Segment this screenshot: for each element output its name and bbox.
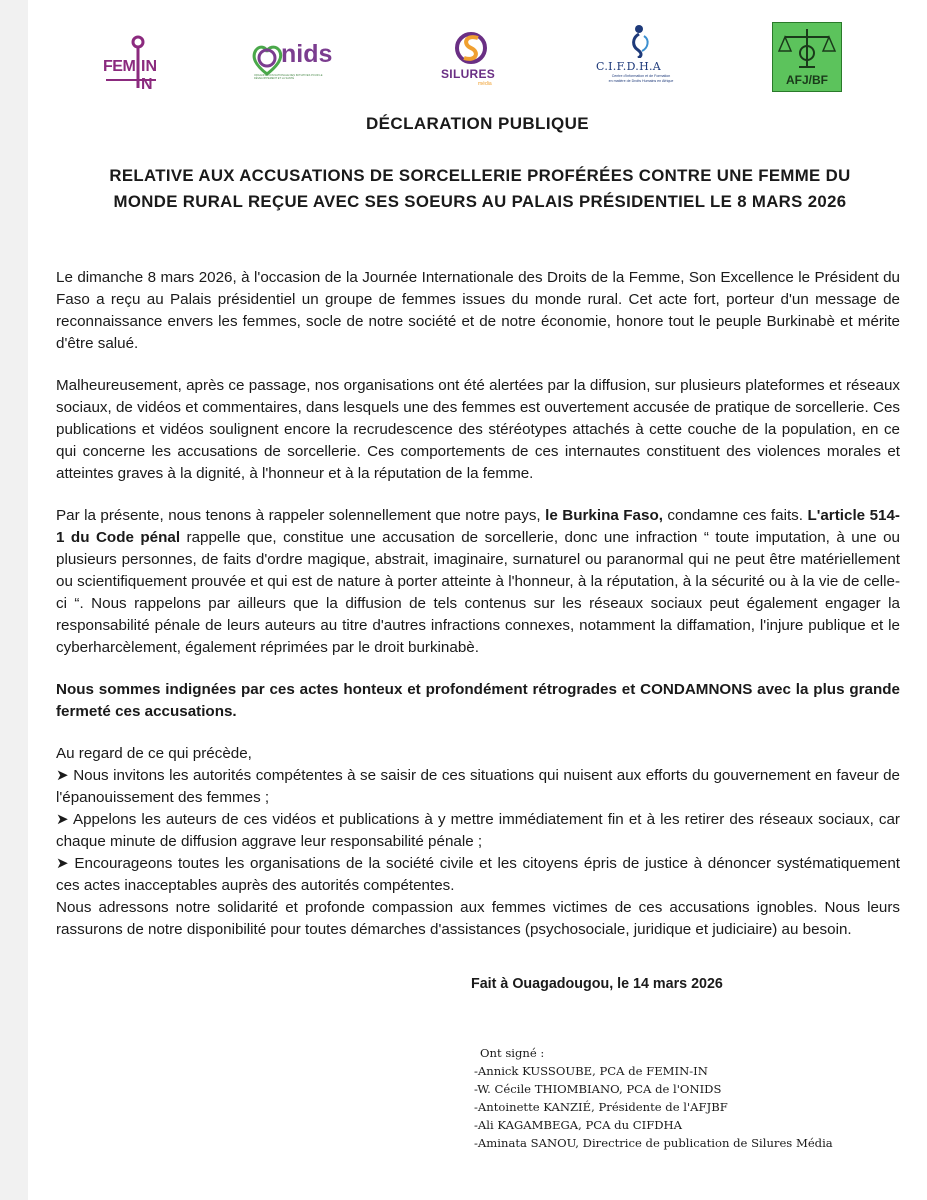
- afjbf-text: AFJ/BF: [786, 73, 828, 87]
- signatory-line: -Aminata SANOU, Directrice de publication de Silures Média: [474, 1136, 833, 1150]
- place-date: Fait à Ouagadougou, le 14 mars 2026: [471, 976, 723, 992]
- silures-text: SILURES: [441, 67, 496, 81]
- p3-part-a: Par la présente, nous tenons à rappeler solennellement que notre pays,: [56, 507, 546, 524]
- signed-header: Ont signé :: [480, 1046, 545, 1060]
- page-title: DÉCLARATION PUBLIQUE: [365, 114, 589, 133]
- femin-in-logo: [98, 22, 168, 102]
- left-margin-bar: [0, 0, 28, 1200]
- list-item: ➤ Nous invitons les autorités compétentes à se saisir de ces situations qui nuisent aux efforts du gouvernement en faveur de l'épanouissement des femmes ;: [56, 767, 900, 806]
- list-intro: Au regard de ce qui précède,: [56, 745, 252, 762]
- partner-logos: [0, 22, 927, 102]
- p3-article: L'article 514-1 du Code pénal: [56, 507, 900, 546]
- femin-in-text-bot: N: [141, 76, 153, 93]
- p3-country: le Burkina Faso,: [545, 507, 663, 524]
- afjbf-scales-icon: [773, 23, 841, 73]
- actions-list: [56, 743, 900, 941]
- signatory-line: -Antoinette KANZIÉ, Présidente de l'AFJBF: [474, 1100, 728, 1114]
- cifdha-logo: [596, 22, 686, 102]
- subtitle-line-2: MONDE RURAL REÇUE AVEC SES SOEURS AU PALAIS PRÉSIDENTIEL LE 8 MARS 2026: [113, 192, 847, 211]
- cifdha-figure-icon: [626, 24, 656, 58]
- paragraph-2: Malheureusement, après ce passage, nos organisations ont été alertées par la diffusion, sur plusieurs plateformes et réseaux sociaux, de vidéos et commentaires, dans lesquels une des femmes est ouvertement accusée de pratique de sorcellerie. Ces publications et vidéos soulignent encore la recrudescence des stéréotypes attachés à cette couche de la population, en ce qui concerne les accusations de sorcellerie. Ces comportements de ces internautes constituent des violences morales et atteintes graves à la dignité, à l'honneur et à la réputation de la femme.: [56, 377, 900, 482]
- signatory-line: -W. Cécile THIOMBIANO, PCA de l'ONIDS: [474, 1082, 722, 1096]
- paragraph-3: [56, 505, 900, 659]
- paragraph-1: Le dimanche 8 mars 2026, à l'occasion de la Journée Internationale des Droits de la Femme, Son Excellence le Président du Faso a reçu au Palais présidentiel un groupe de femmes issues du monde rural. Cet acte fort, porteur d'un message de reconnaissance envers les femmes, socle de notre société et de notre économie, honore tout le peuple Burkinabè et mérite d'être salué.: [56, 269, 900, 352]
- afjbf-box: [772, 22, 842, 92]
- cifdha-sub1: Centre d'Information et de Formation: [611, 74, 671, 78]
- closing-paragraph: Nous adressons notre solidarité et profonde compassion aux femmes victimes de ces accusations ignobles. Nous leurs rassurons de notre disponibilité pour toutes démarches d'assistances (psychosociale, juridique et judiciaire) au besoin.: [56, 899, 900, 938]
- p3-part-e: rappelle que, constitue une accusation de sorcellerie, donc une infraction “ toute imputation, à une ou plusieurs personnes, de faits d'ordre magique, abstrait, imaginaire, surnaturel ou paranormal qui ne peut être matériellement ou scientifiquement prouvée et qui est de nature à porter atteinte à l'honneur, à la réputation, à la sécurité ou à la vie de celle-ci “. Nous rappelons par ailleurs que la diffusion de tels contenus sur les réseaux sociaux peut également engager la responsabilité pénale de leurs auteurs au titre d'autres infractions connexes, notamment la diffamation, l'injure publique et le cyberharcèlement, également réprimées par le droit burkinabè.: [56, 529, 901, 656]
- signatory-line: -Ali KAGAMBEGA, PCA du CIFDHA: [474, 1118, 683, 1132]
- signatory-line: -Annick KUSSOUBE, PCA de FEMIN-IN: [474, 1064, 708, 1078]
- list-item: ➤ Appelons les auteurs de ces vidéos et publications à y mettre immédiatement fin et à les retirer des réseaux sociaux, car chaque minute de diffusion aggrave leur responsabilité pénale ;: [56, 811, 900, 850]
- list-item: ➤ Encourageons toutes les organisations de la société civile et les citoyens épris de justice à dénoncer systématiquement ces actes inacceptables auprès des autorités compétentes.: [56, 855, 900, 894]
- femin-in-text-mid: IN: [141, 58, 157, 75]
- page-subtitle: [60, 163, 900, 215]
- signatories-block: [474, 1044, 833, 1152]
- declaration-body: [56, 267, 900, 941]
- cifdha-text: C.I.F.D.H.A: [596, 60, 662, 73]
- paragraph-4: Nous sommes indignées par ces actes honteux et profondément rétrogrades et CONDAMNONS avec la plus grande fermeté ces accusations.: [56, 681, 900, 720]
- p3-part-c: condamne ces faits.: [662, 507, 808, 524]
- subtitle-line-1: RELATIVE AUX ACCUSATIONS DE SORCELLERIE PROFÉRÉES CONTRE UNE FEMME DU: [109, 166, 851, 185]
- onids-text: nids: [281, 40, 333, 68]
- onids-subtitle: ORGANISATION NATIONALE DES INITIATIVES POUR LE DÉVELOPPEMENT ET LA SANTÉ: [254, 74, 323, 80]
- silures-logo: [438, 22, 504, 102]
- cifdha-sub2: en matière de Droits Humains en Afrique: [608, 79, 674, 83]
- silures-sub: média: [478, 81, 492, 87]
- afjbf-logo: [772, 22, 842, 102]
- onids-logo: [250, 22, 350, 102]
- femin-in-text: FEM: [103, 58, 136, 75]
